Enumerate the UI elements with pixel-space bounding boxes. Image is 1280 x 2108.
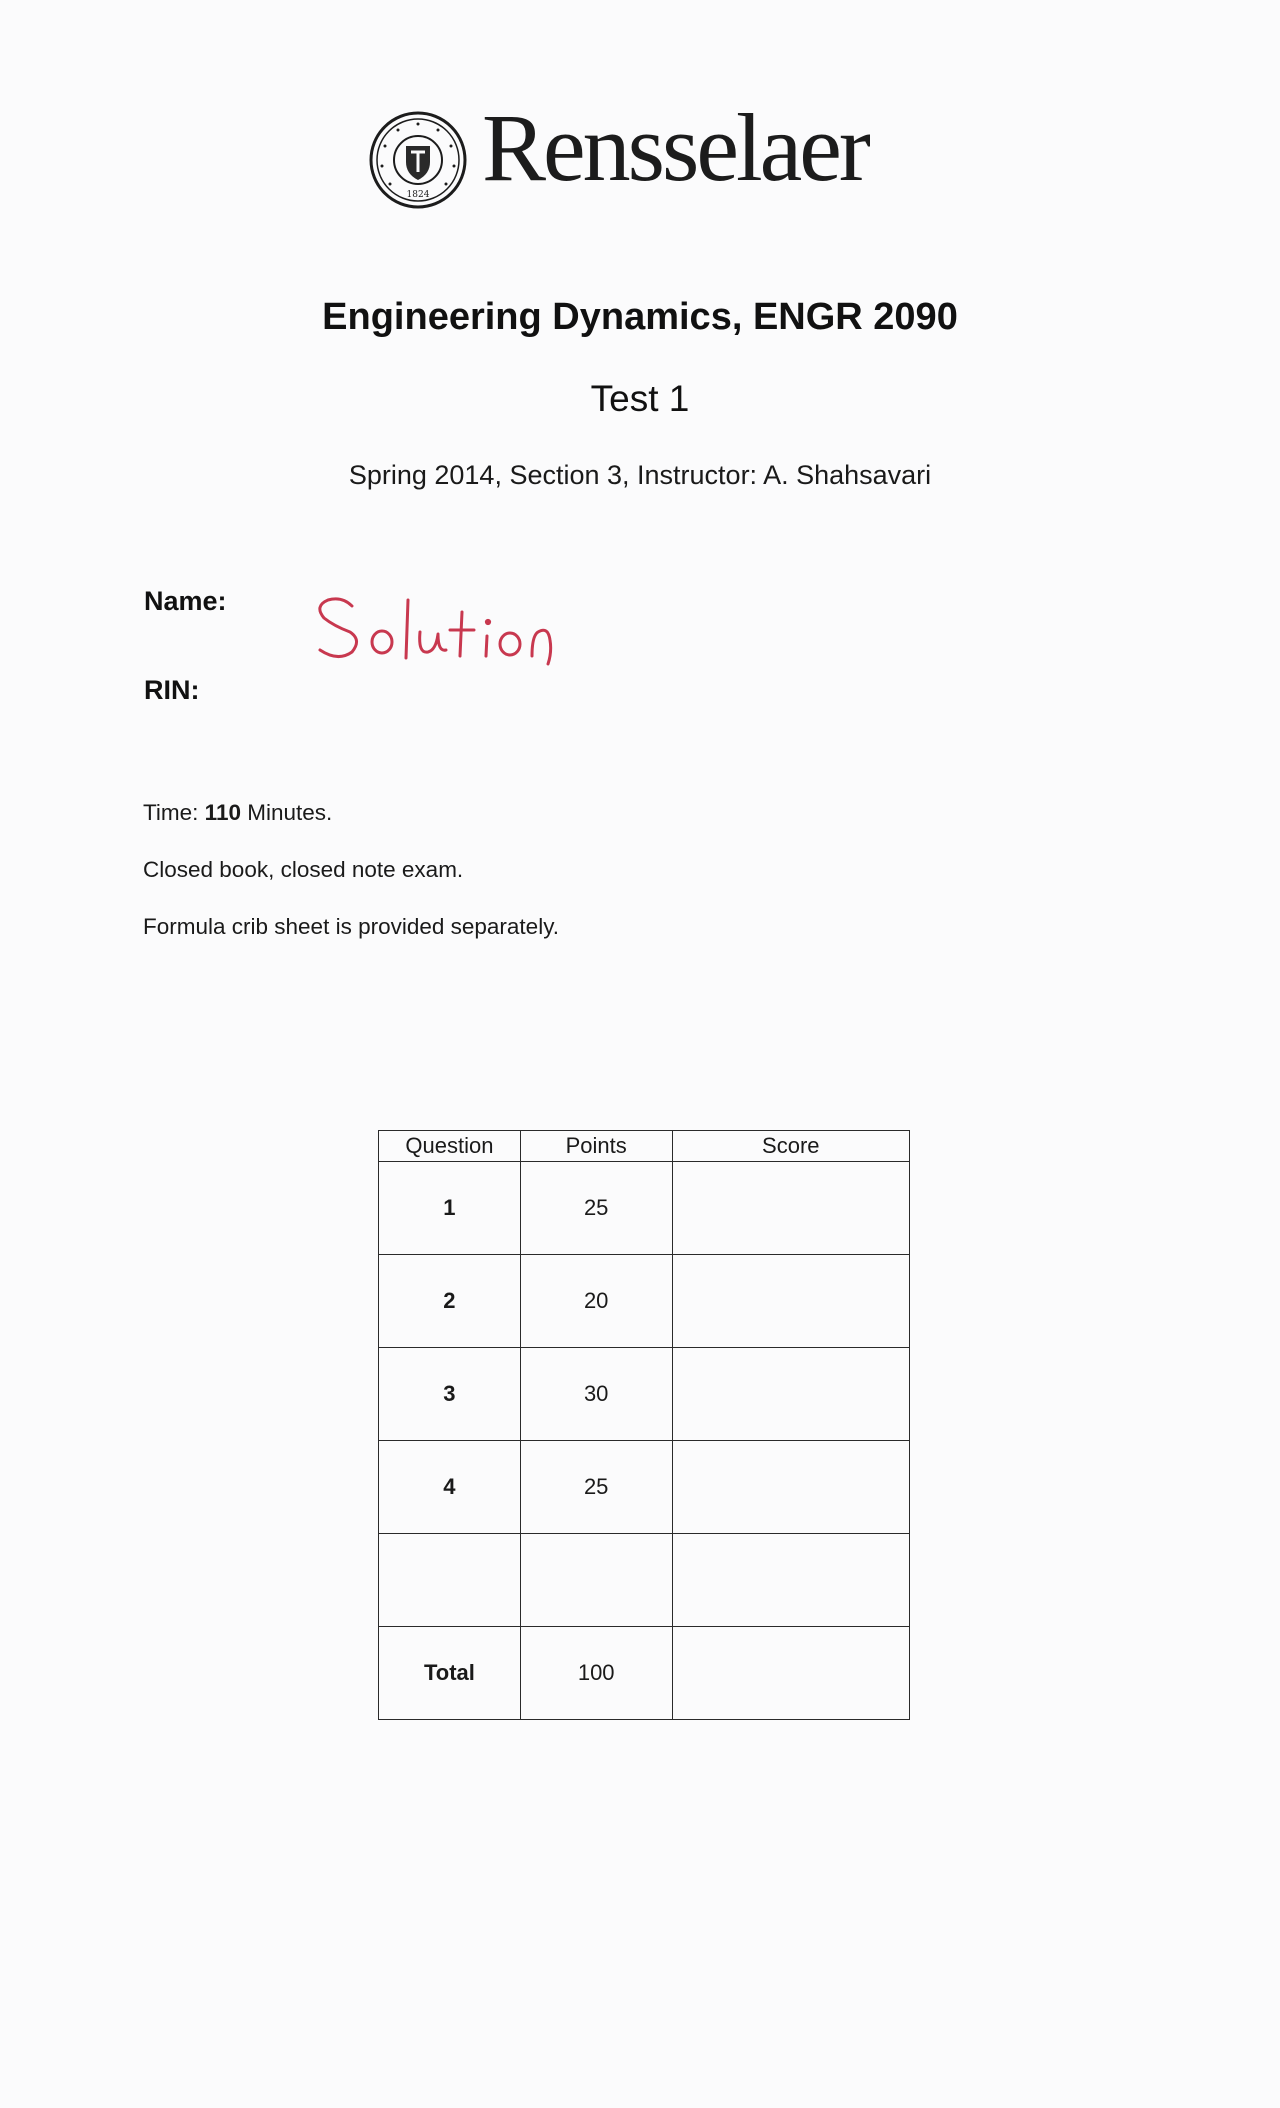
table-row: [379, 1534, 910, 1627]
time-limit: Time: 110 Minutes.: [143, 800, 333, 825]
score-cell: [672, 1441, 909, 1534]
column-header-score: Score: [672, 1131, 909, 1162]
score-cell: [672, 1255, 909, 1348]
rensselaer-logo: [368, 94, 908, 212]
total-points-cell: 100: [520, 1627, 672, 1720]
name-label: Name:: [144, 586, 227, 616]
score-table: [378, 1130, 910, 1720]
points-cell: 25: [520, 1441, 672, 1534]
total-label-cell: Total: [379, 1627, 521, 1720]
column-header-question: Question: [379, 1131, 521, 1162]
course-title: Engineering Dynamics, ENGR 2090: [322, 296, 958, 338]
course-details: Spring 2014, Section 3, Instructor: A. Shahsavari: [348, 460, 932, 490]
wordmark: Rensselaer: [482, 94, 868, 201]
score-cell: [672, 1162, 909, 1255]
points-cell: 25: [520, 1162, 672, 1255]
table-row: [379, 1348, 910, 1441]
test-title: Test 1: [590, 378, 690, 419]
exam-rule-crib-sheet: Formula crib sheet is provided separately.: [143, 914, 560, 939]
table-row: [379, 1162, 910, 1255]
question-cell: 1: [379, 1162, 521, 1255]
question-cell: 2: [379, 1255, 521, 1348]
question-cell: [379, 1534, 521, 1627]
question-cell: 3: [379, 1348, 521, 1441]
question-cell: 4: [379, 1441, 521, 1534]
table-row: [379, 1441, 910, 1534]
exam-rule-closed-book: Closed book, closed note exam.: [143, 857, 464, 882]
table-row: [379, 1255, 910, 1348]
institute-seal-icon: [368, 110, 468, 210]
score-cell: [672, 1348, 909, 1441]
points-cell: 30: [520, 1348, 672, 1441]
table-header-row: [379, 1131, 910, 1162]
rin-label: RIN:: [144, 675, 200, 705]
column-header-points: Points: [520, 1131, 672, 1162]
score-cell: [672, 1534, 909, 1627]
total-row: [379, 1627, 910, 1720]
handwritten-solution: [312, 592, 572, 682]
svg-text:1824: 1824: [406, 190, 430, 200]
points-cell: 20: [520, 1255, 672, 1348]
total-score-cell: [672, 1627, 909, 1720]
points-cell: [520, 1534, 672, 1627]
